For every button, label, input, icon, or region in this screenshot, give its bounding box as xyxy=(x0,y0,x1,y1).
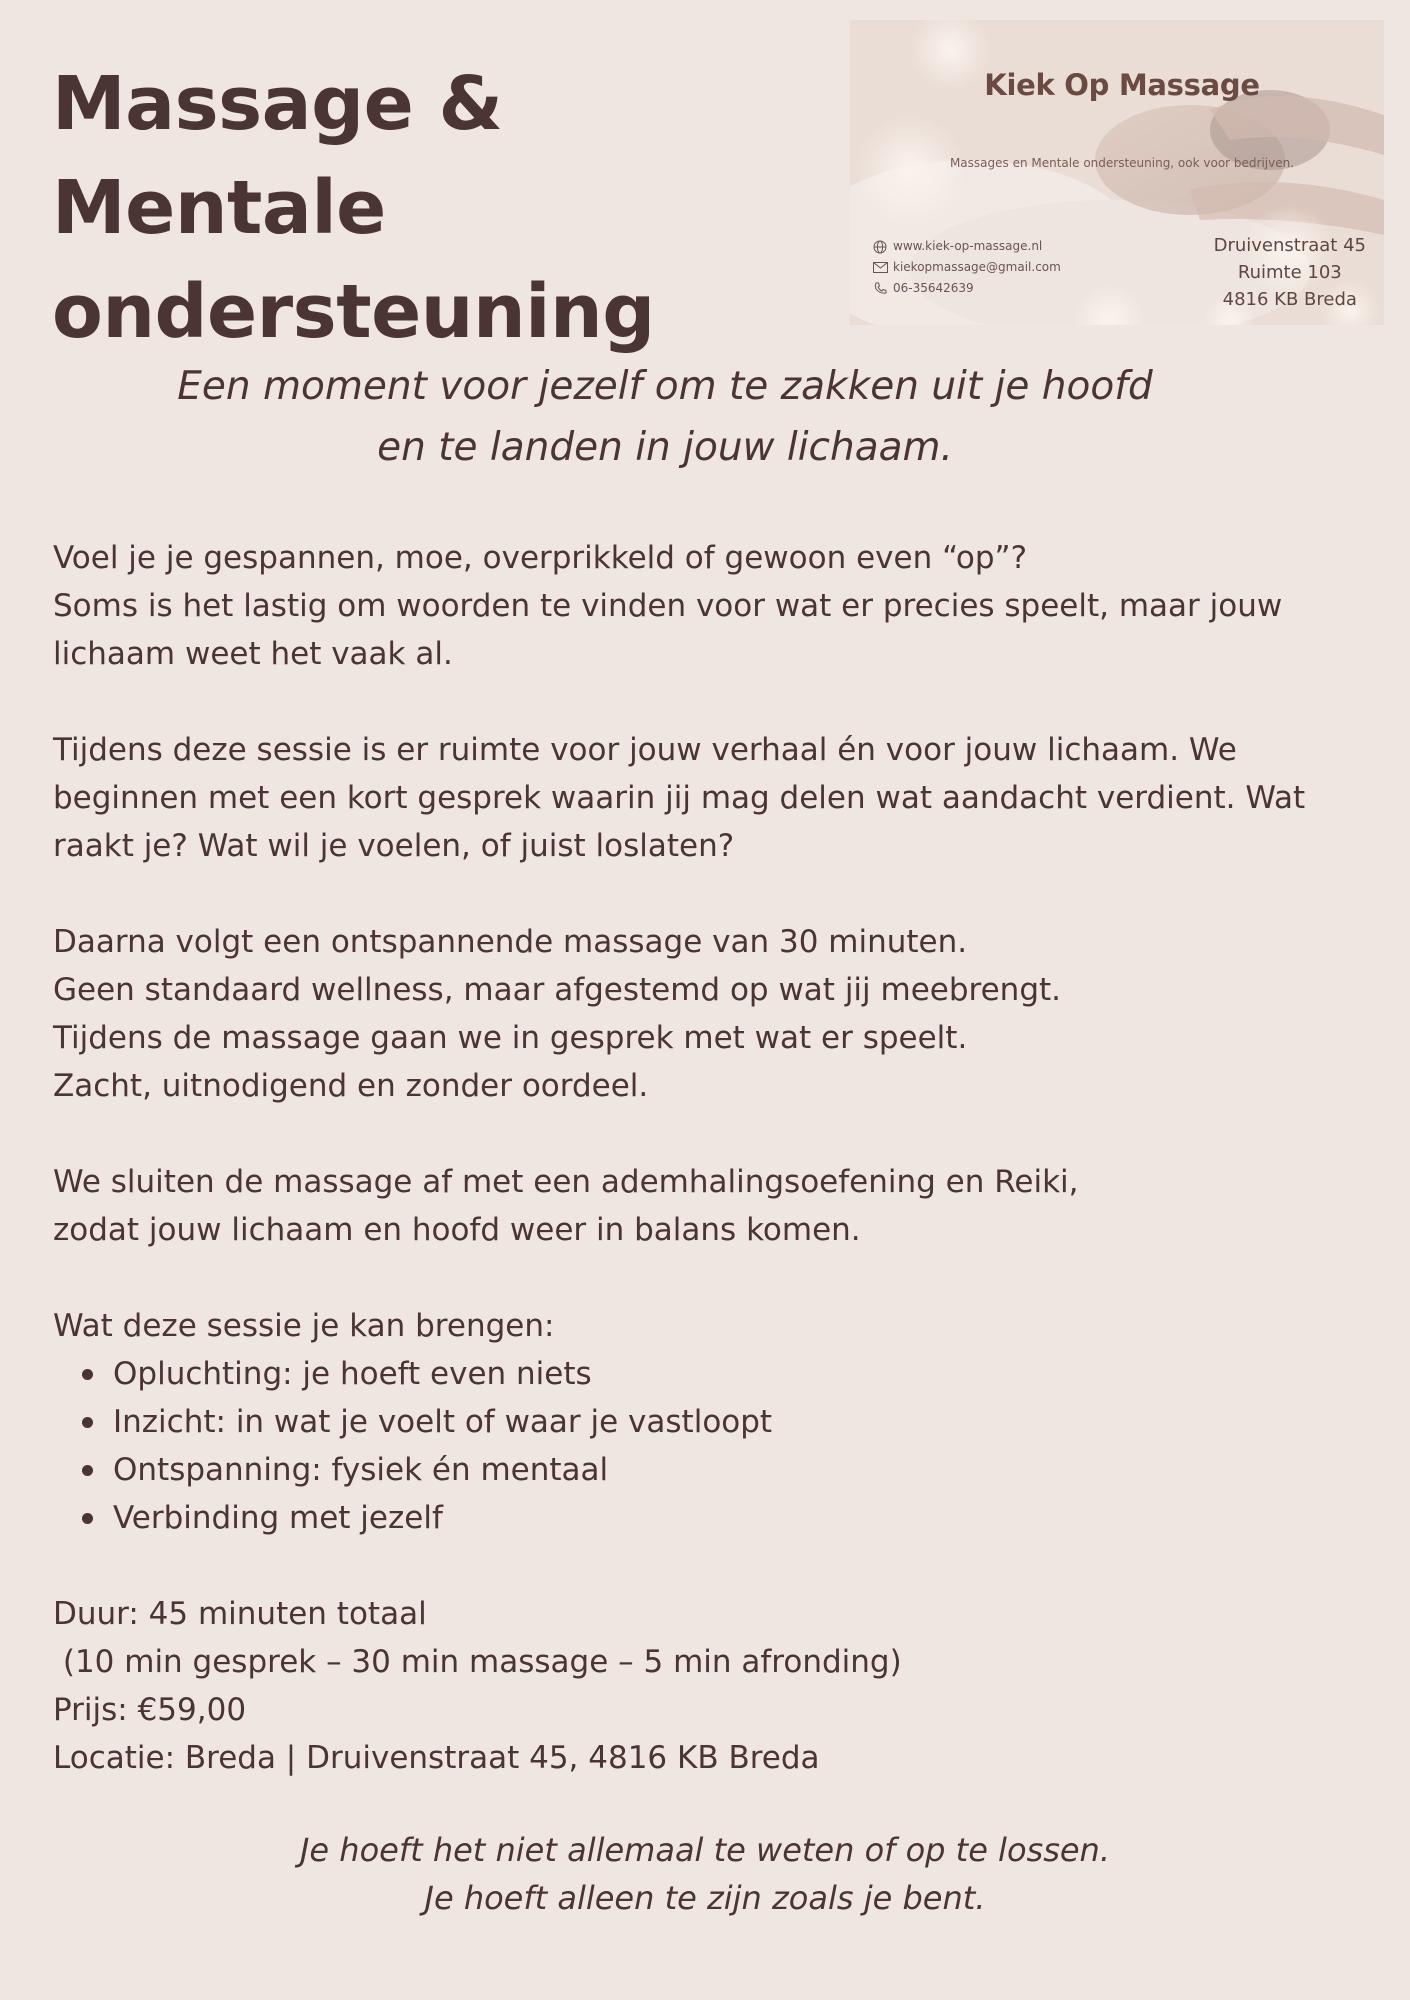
session-paragraph: Tijdens deze sessie is er ruimte voor jouw verhaal én voor jouw lichaam. We beginnen met een kort gesprek waarin jij mag delen wat aandacht verdient. Wat raakt je? Wat wil je voelen, of juist loslaten? xyxy=(53,732,1306,864)
card-tagline: Massages en Mentale ondersteuning, ook voor bedrijven. xyxy=(949,156,1295,170)
page-title-line2: ondersteuning xyxy=(52,269,655,355)
globe-icon xyxy=(872,239,888,255)
price: Prijs: €59,00 xyxy=(53,1692,247,1728)
details-block xyxy=(53,1590,1383,1782)
duration: Duur: 45 minuten totaal xyxy=(53,1596,427,1632)
card-brand-name: Kiek Op Massage xyxy=(984,68,1260,102)
card-address-city: 4816 KB Breda xyxy=(1222,289,1357,310)
list-item: Ontspanning: fysiek én mentaal xyxy=(113,1446,1383,1494)
benefits-list xyxy=(53,1350,1383,1542)
location: Locatie: Breda | Druivenstraat 45, 4816 KB Breda xyxy=(53,1740,820,1776)
card-address-room: Ruimte 103 xyxy=(1237,262,1342,283)
list-item: Opluchting: je hoeft even niets xyxy=(113,1350,1383,1398)
benefits-heading: Wat deze sessie je kan brengen: xyxy=(53,1308,555,1344)
closing-line1: Je hoeft het niet allemaal te weten of op te lossen. xyxy=(299,1831,1110,1869)
card-website-row xyxy=(872,236,1061,257)
card-contacts xyxy=(872,236,1061,299)
duration-breakdown: (10 min gesprek – 30 min massage – 5 min afronding) xyxy=(53,1644,902,1680)
page-title xyxy=(52,52,812,364)
body-text xyxy=(53,534,1383,1782)
card-address xyxy=(1214,232,1366,313)
card-email[interactable]: kiekopmassage@gmail.com xyxy=(893,260,1061,274)
closing-line2: Je hoeft alleen te zijn zoals je bent. xyxy=(424,1879,986,1917)
business-card xyxy=(850,20,1384,325)
card-phone-row xyxy=(872,278,1061,299)
envelope-icon xyxy=(872,260,888,276)
card-email-row xyxy=(872,257,1061,278)
page-title-line1: Massage & Mentale xyxy=(52,61,503,251)
list-item: Inzicht: in wat je voelt of waar je vastloopt xyxy=(113,1398,1383,1446)
subtitle-line2: en te landen in jouw lichaam. xyxy=(377,425,953,470)
massage-paragraph: Daarna volgt een ontspannende massage van 30 minuten. Geen standaard wellness, maar afgestemd op wat jij meebrengt. Tijdens de massage gaan we in gesprek met wat er speelt. Zacht, uitnodigend en zonder oordeel. xyxy=(53,924,1061,1104)
subtitle-line1: Een moment voor jezelf om te zakken uit je hoofd xyxy=(177,364,1153,409)
card-phone[interactable]: 06-35642639 xyxy=(893,281,974,295)
list-item: Verbinding met jezelf xyxy=(113,1494,1383,1542)
phone-icon xyxy=(872,281,888,297)
card-address-street: Druivenstraat 45 xyxy=(1213,235,1366,256)
card-website[interactable]: www.kiek-op-massage.nl xyxy=(893,239,1043,253)
intro-paragraph: Voel je je gespannen, moe, overprikkeld of gewoon even “op”? Soms is het lastig om woorden te vinden voor wat er precies speelt, maar jouw lichaam weet het vaak al. xyxy=(53,540,1283,672)
closing-quote xyxy=(0,1826,1410,1922)
subtitle xyxy=(0,356,1330,478)
closing-paragraph: We sluiten de massage af met een ademhalingsoefening en Reiki, zodat jouw lichaam en hoofd weer in balans komen. xyxy=(53,1164,1079,1248)
